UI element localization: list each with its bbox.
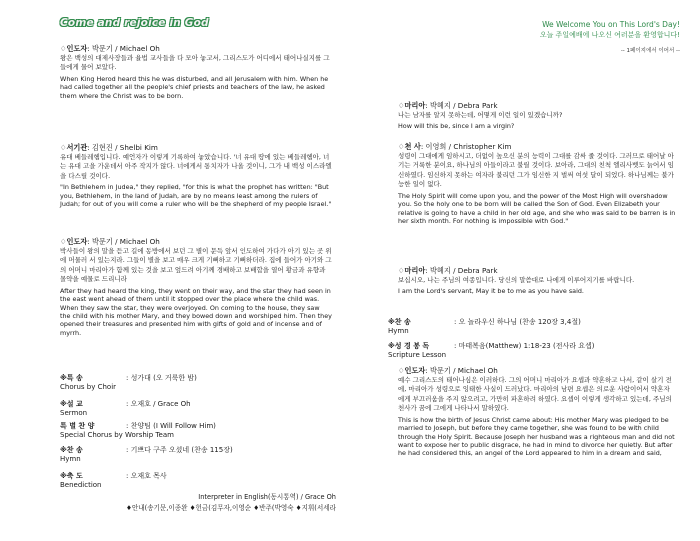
- item-label: ※축 도: [60, 472, 83, 480]
- role-label: ♢마리아: [398, 101, 426, 110]
- interpreter-credit: Interpreter in English(동시통역) / Grace Oh: [198, 493, 336, 501]
- role-name: : 박문기 / Michael Oh: [87, 44, 160, 53]
- item-value: : 찬양팀 (I Will Follow Him): [126, 422, 216, 430]
- left-page-title: Come and rejoice in God: [60, 17, 209, 29]
- korean-text: 왕은 백성의 대제사장들과 율법 교사들을 다 모아 놓고서, 그리스도가 어디에서 태어나실지를 그들에게 물어 보았다.: [60, 53, 330, 72]
- role-label: ♢마리아: [398, 266, 426, 275]
- mary-section-1: [398, 101, 676, 131]
- role-name: : 박혜지 / Debra Park: [425, 266, 498, 275]
- ushers-credit: ♦안내(송기문,이종완 ♦헌금(김무자,이영순 ♦반주(박영숙 ♦지휘(서세라: [125, 504, 336, 512]
- role-line: [60, 44, 332, 54]
- english-text: How will this be, since I am a virgin?: [398, 122, 515, 131]
- role-name: : 박문기 / Michael Oh: [87, 237, 160, 246]
- role-label: ♢천 사: [398, 142, 421, 151]
- order-item-benediction: [60, 472, 167, 491]
- item-value: : 오 놀라우신 하나님 (찬송 120장 3,4절): [454, 318, 581, 326]
- mary-section-2: [398, 266, 676, 296]
- order-item-hymn: [60, 446, 233, 465]
- english-text: This is how the birth of Jesus Christ came about: His mother Mary was pledged to be married to Joseph, but before they came together, she was found to be with child through the Holy Spirit. Because Joseph her husband was a righteous man and did not want to expose her to public disgrace, he had in mind to divorce her quietly. But after he had considered this, an angel of the Lord appeared to him in a dream and said,: [398, 415, 675, 458]
- role-line: [398, 266, 676, 276]
- role-name: : 박문기 / Michael Oh: [425, 366, 498, 375]
- korean-text: 보십시오, 나는 주님의 여종입니다. 당신의 말씀대로 나에게 이루어지기를 바랍니다.: [398, 275, 635, 284]
- role-name: : 이영희 / Christopher Kim: [420, 142, 512, 151]
- angel-section: [398, 142, 676, 225]
- narrator-section-2: [60, 237, 332, 337]
- item-label: 특 별 찬 양: [60, 422, 95, 430]
- item-label: ※찬 송: [388, 318, 411, 326]
- role-label: ♢인도자: [60, 44, 88, 53]
- welcome-title-korean: 오늘 주일예배에 나오신 여러분을 환영합니다!: [539, 31, 680, 39]
- korean-text: 예수 그리스도의 태어나심은 이러하다. 그의 어머니 마리아가 요셉과 약혼하고 나서, 같이 살기 전에, 마리아가 성령으로 잉태한 사실이 드러났다. 마리아의 남편 요셉은 의로운 사람이어서 약혼자에게 부끄러움을 주지 않으려고, 가만히 파혼하려 하였다. 요셉이 이렇게 생각하고 있는데, 주님의 천사가 꿈에 그에게 나타나서 말하였다.: [398, 375, 672, 413]
- role-line: [398, 101, 676, 111]
- role-line: [398, 366, 676, 376]
- item-label: ※특 송: [60, 374, 83, 382]
- item-value: : 기쁘다 구주 오셨네 (찬송 115장): [126, 446, 233, 454]
- role-label: ♢서기관: [60, 143, 88, 152]
- order-item-hymn-right: [388, 318, 581, 337]
- welcome-title-english: We Welcome You on This Lord's Day!: [542, 20, 680, 29]
- role-line: [398, 142, 676, 152]
- order-item-chorus: [60, 374, 197, 393]
- item-english: Benediction: [60, 481, 102, 490]
- role-name: : 김현진 / Shelbi Kim: [87, 143, 158, 152]
- item-value: : 성가대 (오 거룩한 밤): [126, 374, 197, 382]
- korean-text: 성령이 그대에게 임하시고, 더없이 높으신 분의 능력이 그대를 감싸 줄 것이다. 그러므로 태어날 아기는 거룩한 분이요, 하나님의 아들이라고 불릴 것이다. 보아라, 그대의 친척 엘리사벳도 늙어서 임신하였다. 임신하지 못하는 여자라 불리던 그가 임신한 지 벌써 여섯 달이 되었다. 하나님께는 불가능한 일이 없다.: [398, 151, 674, 189]
- korean-text: 박사들이 왕의 말을 듣고 길에 동방에서 보던 그 별이 문득 앞서 인도하여 가다가 아기 있는 곳 위에 머물러 서 있는지라. 그들이 별을 보고 매우 크게 기뻐하고 기뻐하더라. 집에 들어가 아기와 그의 어머니 마리아가 함께 있는 것을 보고 엎드려 아기께 경배하고 보배합을 열어 황금과 유향과 몰약을 예물로 드리니라: [60, 246, 332, 284]
- order-item-sermon: [60, 400, 191, 419]
- role-label: ♢인도자: [398, 366, 426, 375]
- item-label: ※찬 송: [60, 446, 83, 454]
- scribe-section: [60, 143, 332, 209]
- item-value: : 오재호 / Grace Oh: [126, 400, 191, 408]
- english-text: I am the Lord's servant, May it be to me as you have said.: [398, 287, 584, 296]
- role-label: ♢인도자: [60, 237, 88, 246]
- item-english: Special Chorus by Worship Team: [60, 431, 174, 440]
- english-text: The Holy Spirit will come upon you, and the power of the Most High will overshadow you. So the holy one to be born will be called the Son of God. Even Elizabeth your relative is going to have a child in her old age, and she who was said to be barren is in her sixth month. For nothing is impossible with God.": [398, 191, 676, 225]
- english-text: After they had heard the king, they went on their way, and the star they had seen in the east went ahead of them until it stopped over the place where the child was. When they saw the star, they were overjoyed. On coming to the house, they saw the child with his mother Mary, and they bowed down and worshiped him. Then they opened their treasures and presented him with gifts of gold and of incense and of myrrh.: [60, 286, 332, 337]
- item-english: Scripture Lesson: [388, 351, 447, 360]
- item-english: Hymn: [60, 455, 81, 464]
- order-item-special-chorus: [60, 422, 216, 441]
- role-line: [60, 237, 332, 247]
- role-line: [60, 143, 332, 153]
- korean-text: 유대 베들레헴입니다. 예언자가 이렇게 기록하여 놓았습니다. '너 유대 땅에 있는 베들레헴아, 너는 유대 고을 가운데서 아주 작지가 않다. 너에게서 통치자가 나올 것이니, 그가 내 백성 이스라엘을 다스릴 것이다.: [60, 152, 332, 180]
- right-page: [350, 0, 700, 541]
- item-english: Chorus by Choir: [60, 383, 117, 392]
- item-value: : 오재호 목사: [126, 472, 167, 480]
- english-text: When King Herod heard this he was disturbed, and all Jerusalem with him. When he had called together all the people's chief priests and teachers of the law, he asked them where the Christ was to be born.: [60, 74, 329, 100]
- narrator-section-3: [398, 366, 676, 458]
- item-label: ※설 교: [60, 400, 83, 408]
- continued-note: -- 1페이지에서 이어서 --: [620, 48, 680, 54]
- item-value: : 마태복음(Matthew) 1:18-23 (전사라 요셉): [454, 342, 595, 350]
- item-english: Sermon: [60, 409, 88, 418]
- item-english: Hymn: [388, 327, 409, 336]
- role-name: : 박혜지 / Debra Park: [425, 101, 498, 110]
- item-label: ※성 경 봉 독: [388, 342, 430, 350]
- korean-text: 나는 남자를 알지 못하는데, 어떻게 이런 일이 있겠습니까?: [398, 110, 563, 119]
- narrator-section-1: [60, 44, 332, 100]
- order-item-scripture: [388, 342, 594, 361]
- english-text: "In Bethlehem in Judea," they replied, "for this is what the prophet has written: "But you, Bethlehem, in the land of Judah, are by no means least among the rulers of Judah; for out of you will come a ruler who will be the shepherd of my people Israel.": [60, 183, 332, 209]
